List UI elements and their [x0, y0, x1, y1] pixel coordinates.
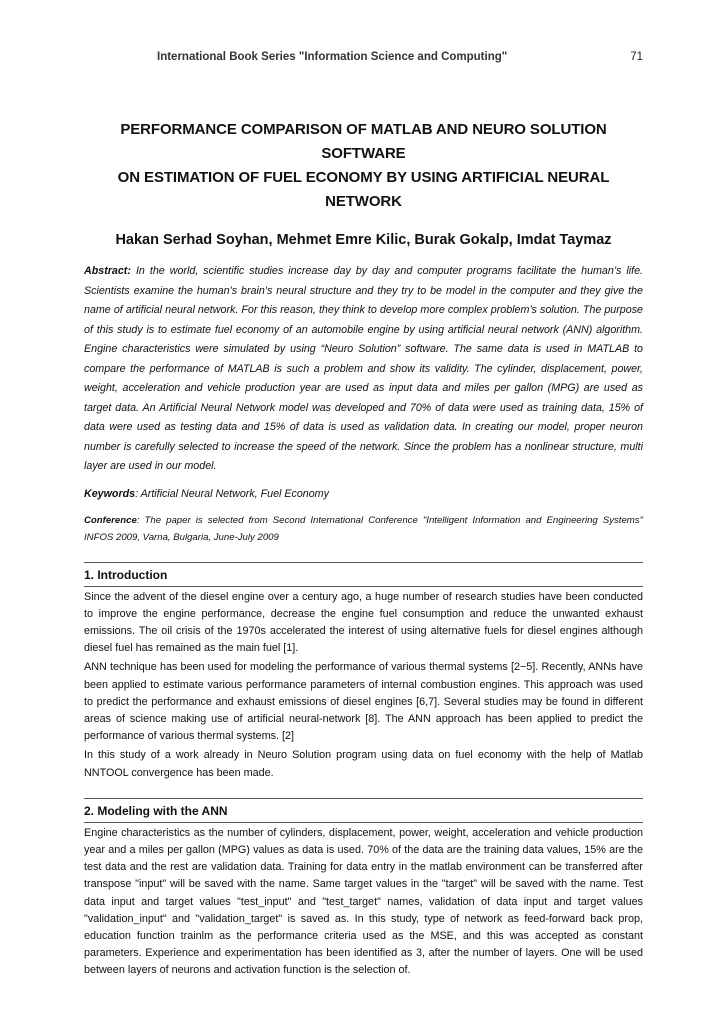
abstract-label: Abstract:	[84, 265, 131, 277]
paper-body	[84, 118, 643, 980]
title-line-2: ON ESTIMATION OF FUEL ECONOMY BY USING ARTIFICIAL NEURAL NETWORK	[117, 169, 610, 210]
author-list: Hakan Serhad Soyhan, Mehmet Emre Kilic, Burak Gokalp, Imdat Taymaz	[115, 232, 612, 248]
conference-label: Conference	[84, 514, 137, 526]
keywords-text: : Artificial Neural Network, Fuel Economy	[135, 487, 329, 500]
paragraph: In this study of a work already in Neuro Solution program using data on fuel economy with the help of Matlab NNTOOL convergence has been made.	[84, 749, 643, 779]
keywords-label: Keywords	[84, 487, 136, 500]
series-title: International Book Series "Information Science and Computing"	[157, 51, 508, 63]
paper-title	[84, 118, 643, 214]
abstract	[84, 262, 643, 477]
paragraph: Since the advent of the diesel engine over a century ago, a huge number of research studies have been conducted to improve the engine performance, decrease the engine fuel consumption and reduce the unwanted exhaust emissions. The oil crisis of the 1970s accelerated the interest of using alternative fuels for diesel engines although diesel fuel has remained as the main fuel [1].	[84, 590, 643, 655]
paragraph: Engine characteristics as the number of cylinders, displacement, power, weight, acceleration and vehicle production year and a miles per gallon (MPG) values as data is used. 70% of the data are the training data values, 15% are the test data and the rest are validation data. Training for data entry in the matlab environment can be transferred after transpose "input" will be saved with the name. Same target values in the "target" will be saved with the name. Test data input and target values "test_input" and "test_target" names, validation of data input and target values "validation_input" and "validation_target" is saved as. In this study, type of network as feed-forward back prop, education function trainlm as the performance criteria used as the MSE, and this was accepted as constant parameters. Experience and experimentation has been identified as 3, after the number of layers. One will be used between layers of neurons and activation function is the selection of.	[84, 826, 643, 977]
section-heading: 2. Modeling with the ANN	[84, 798, 643, 823]
section-modeling	[84, 798, 643, 980]
paragraph: ANN technique has been used for modeling the performance of various thermal systems [2−5]. Recently, ANNs have been applied to estimate various performance parameters of internal combustion engines. This approach was used to predict the performance and exhaust emissions of diesel engines [6,7]. Several studies may be found in different areas of science making use of artificial neural-network [8]. The ANN approach has been applied to predict the performance of various thermal systems. [2]	[84, 661, 643, 743]
section-introduction	[84, 562, 643, 782]
keywords	[84, 485, 643, 504]
abstract-text: In the world, scientific studies increase day by day and computer programs facilitate the human’s life. Scientists examine the human’s brain’s neural structure and they try to be model in the computer and they give the name of artificial neural network. For this reason, they think to develop more complex problem’s solution. The purpose of this study is to estimate fuel economy of an automobile engine by using artificial neural network (ANN) algorithm. Engine characteristics were simulated by using “Neuro Solution” software. The same data is used in MATLAB to compare the performance of MATLAB is such a problem and show its validity. The cylinder, displacement, power, weight, acceleration and vehicle production year are used as input data and miles per gallon (MPG) are used as target data. An Artificial Neural Network model was developed and 70% of data were used as training data, 15% of data were used as testing data and 15% of data is used as validation data. In creating our model, proper neuron number is carefully selected to increase the speed of the network. Since the problem has a nonlinear structure, multi layer are used in our model.	[84, 265, 643, 472]
section-heading: 1. Introduction	[84, 562, 643, 587]
title-line-1: PERFORMANCE COMPARISON OF MATLAB AND NEURO SOLUTION SOFTWARE	[120, 121, 607, 162]
conference-text: : The paper is selected from Second International Conference "Intelligent Information and Engineering Systems" INFOS 2009, Varna, Bulgaria, June-July 2009	[84, 514, 643, 543]
running-header	[157, 51, 643, 63]
conference-note	[84, 512, 643, 546]
page-number: 71	[630, 51, 643, 63]
